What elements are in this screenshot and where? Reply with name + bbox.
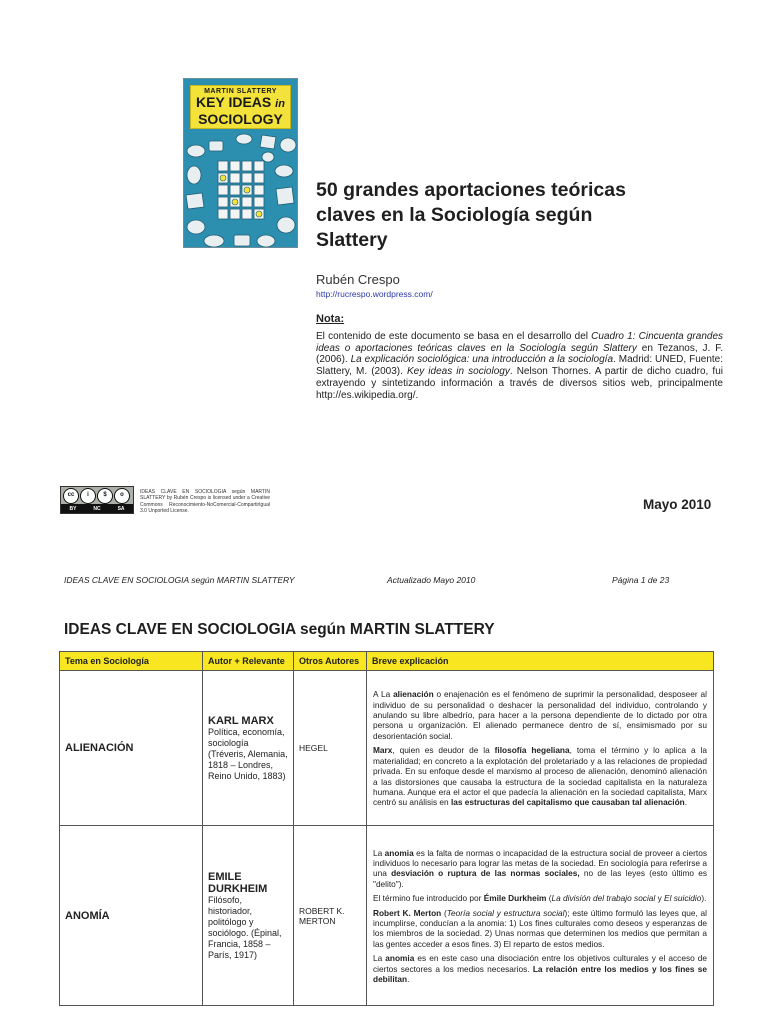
license-text: IDEAS CLAVE EN SOCIOLOGIA según MARTIN SLATTERY by Rubén Crespo is licensed under a Creative Commons Reconocimiento-NoComercial-CompartirIgual 3.0 Unported License. (140, 489, 270, 514)
bold-term: La relación entre los medios y los fines se debilitan (373, 963, 707, 985)
bold-term: Robert K. Merton (373, 907, 442, 918)
cover-artwork (184, 131, 298, 248)
nota-italic-book: La explicación sociológica: una introducción a la sociología (350, 354, 614, 366)
table-row (60, 671, 714, 826)
nota-body (316, 331, 723, 401)
cc-label-sa: SA (117, 505, 125, 512)
header-explanation: Breve explicación (367, 652, 714, 671)
nota-text: . Madrid: UNED, Fuente: Slattery, M. (2003). (316, 354, 723, 378)
cc-label-by: BY (69, 505, 77, 512)
author-description: Política, economía, sociología (Tréveris, Alemania, 1818 – Londres, Reino Unido, 1883) (208, 726, 288, 781)
bold-term: Émile Durkheim (483, 893, 547, 904)
author-url-link[interactable]: http://rucrespo.wordpress.com/ (316, 289, 433, 299)
creative-commons-badge[interactable] (60, 486, 134, 514)
text: . (684, 797, 688, 808)
explanation-paragraph (373, 953, 707, 984)
bold-term: anomia (384, 847, 414, 858)
explanation-paragraph (373, 689, 707, 741)
text: no de las leyes (esto último es "delito"). (373, 868, 707, 889)
others-cell: HEGEL (294, 671, 367, 826)
text: ). (701, 893, 707, 904)
others-cell: ROBERT K. MERTON (294, 826, 367, 1006)
document-title: 50 grandes aportaciones teóricas claves en la Sociología según Slattery (316, 179, 626, 251)
running-header-title: IDEAS CLAVE EN SOCIOLOGIA según MARTIN SLATTERY (64, 575, 295, 585)
explanation-cell (367, 826, 714, 1006)
explanation-paragraph (373, 908, 707, 950)
cc-label-strip (61, 504, 133, 513)
running-header-page: Página 1 de 23 (612, 575, 670, 585)
running-header-updated: Actualizado Mayo 2010 (387, 575, 476, 585)
author-description: Filósofo, historiador, politólogo y sociólogo. (Épinal, Francia, 1858 – París, 1917) (208, 894, 282, 960)
bold-term: las estructuras del capitalismo que causaban tal alienación (450, 797, 685, 808)
text: ); este último formuló las leyes que, al incumplirse, conducían a la anomia: 1) Los fines culturales como deseos y esperanzas de los miembros de la sociedad. 2) Unas normas que determinen los medios que permitan a las gentes acceder a esos fines. 3) El reparto de estos medios. (373, 907, 707, 949)
author-name: EMILE DURKHEIM (208, 870, 268, 895)
publication-date: Mayo 2010 (643, 497, 712, 512)
table-header-row (60, 652, 714, 671)
italic-title: El suicidio (664, 893, 702, 904)
author-cell (203, 671, 294, 826)
ideas-table (59, 651, 714, 1006)
text: El término fue introducido por (373, 893, 484, 904)
nota-text: en Tezanos, J. F. (2006). (316, 342, 723, 366)
cover-title-line1 (191, 95, 290, 112)
explanation-paragraph (373, 893, 707, 903)
cover-title-line2: SOCIOLOGY (198, 111, 283, 127)
nota-italic-cuadro: Cuadro 1: Cincuenta grandes ideas o aportaciones teóricas claves en la Sociología según Slattery (316, 331, 724, 354)
table-row (60, 826, 714, 1006)
cc-icons (63, 488, 130, 504)
text: ( (546, 893, 552, 904)
header-others: Otros Autores (294, 652, 367, 671)
italic-title: Teoría social y estructura social (446, 907, 565, 918)
italic-title: La división del trabajo social (551, 893, 656, 904)
header-author: Autor + Relevante (203, 652, 294, 671)
cc-label-nc: NC (93, 505, 101, 512)
text: La (373, 847, 385, 858)
cc-icon: cc (63, 488, 79, 504)
text: es en este caso una disociación entre los objetivos culturales y el acceso de ciertos sectores a los medios necesarios. (373, 953, 707, 974)
text: La (373, 953, 386, 964)
page-heading: IDEAS CLAVE EN SOCIOLOGIA según MARTIN SLATTERY (64, 621, 495, 638)
bold-term: desviación o ruptura de las normas sociales, (391, 868, 580, 879)
bold-term: alienación (393, 689, 434, 700)
text: A La (373, 689, 394, 700)
text: , quien es deudor de la (392, 745, 495, 756)
text: y (655, 893, 665, 904)
topic-cell: ANOMÍA (60, 826, 203, 1006)
cover-title-band (190, 85, 291, 129)
explanation-cell (367, 671, 714, 826)
explanation-paragraph (373, 745, 707, 807)
cover-author: MARTIN SLATTERY (204, 88, 277, 95)
author-name: KARL MARX (208, 714, 274, 727)
nota-text: El contenido de este documento se basa en el desarrollo del (316, 331, 592, 342)
attribution-icon: i (80, 488, 96, 504)
bold-term: anomia (385, 953, 415, 964)
document-author: Rubén Crespo (316, 272, 400, 287)
book-cover (183, 78, 298, 248)
bold-term: filosofía hegeliana (494, 745, 570, 756)
noncommercial-icon: $ (97, 488, 113, 504)
nota-text: . Nelson Thornes. A partir de dicho cuadro, fui extrayendo y sintetizando información a través de diversos sitios web, principalmente http://es.wikipedia.org/. (316, 366, 723, 401)
text: es la falta de normas o incapacidad de la estructura social de proveer a ciertos individuos lo necesario para lograr las metas de la sociedad. En sociología para referirse a una (373, 847, 707, 879)
nota-italic-key-ideas: Key ideas in sociology (406, 366, 510, 378)
sharealike-icon: o (114, 488, 130, 504)
header-topic: Tema en Sociología (60, 652, 203, 671)
author-cell (203, 826, 294, 1006)
bold-term: Marx (373, 745, 393, 756)
topic-cell: ALIENACIÓN (60, 671, 203, 826)
text: o enajenación es el fenómeno de suprimir la personalidad, desposeer al individuo de su personalidad o deshacer la personalidad del individuo, controlando y anulando su libre albedrío, para hacer a la persona dependiente de lo dictado por otra persona u organización. El alienado permanece dentro de sí, ensimismado por su desorientación social. (373, 689, 707, 741)
cover-title-key-ideas: KEY IDEAS (196, 94, 272, 110)
explanation-paragraph (373, 848, 707, 890)
text: ( (441, 907, 447, 918)
nota-heading: Nota: (316, 313, 345, 325)
text: . (407, 974, 410, 985)
cover-title-in: in (275, 98, 285, 110)
text: , toma el término y lo aplica a la materialidad; en concreto a la explotación del proletariado y a las relaciones de propiedad privada. En su enfoque desde el marxismo al proceso de alienación, denominó alienación a las distorsiones que causaba la estructura de la sociedad capitalista en la naturaleza humana. Aunque era el actor el que padecía la alienación en la sociedad capitalista, Marx centró su análisis en (373, 745, 708, 808)
